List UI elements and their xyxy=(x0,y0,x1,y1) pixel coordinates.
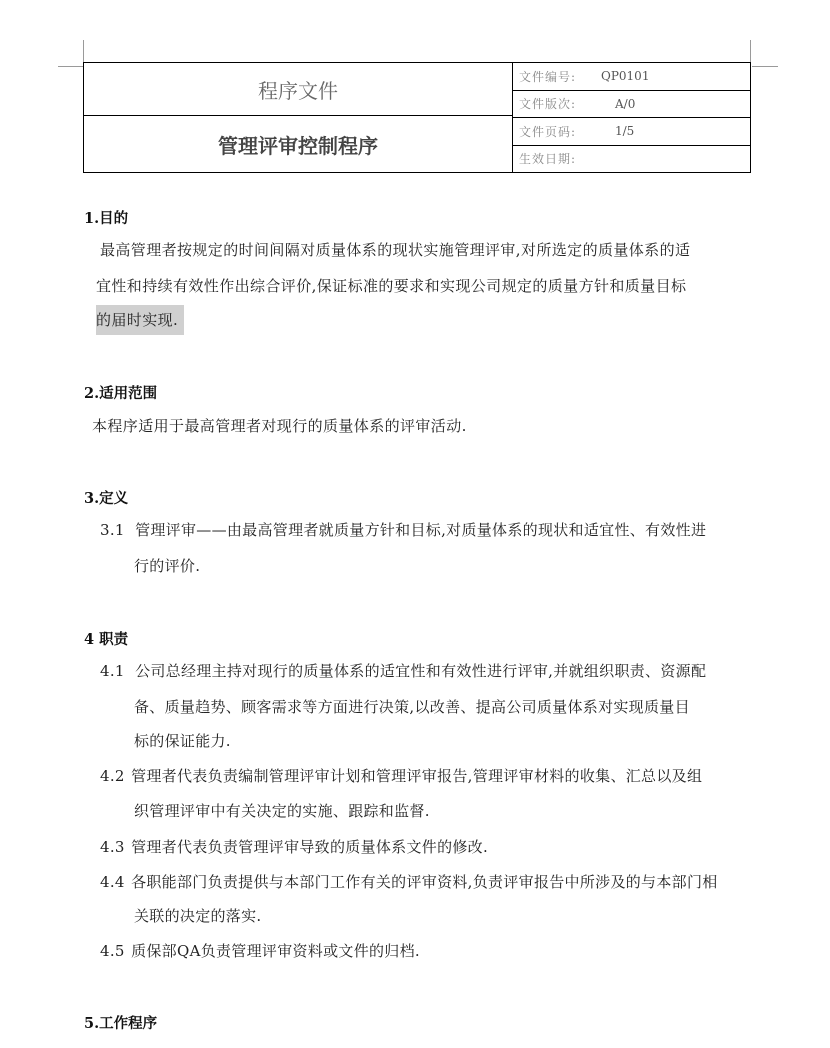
responsibility-item-4-4-line-2: 关联的决定的落实. xyxy=(134,907,262,925)
meta-label: 文件编号: xyxy=(519,69,577,84)
crop-mark-top-left-vertical xyxy=(83,40,84,64)
item-text: 管理者代表负责编制管理评审计划和管理评审报告,管理评审材料的收集、汇总以及组 xyxy=(131,767,703,785)
responsibility-item-4-1 xyxy=(100,653,752,689)
section-heading-scope: 2.适用范围 xyxy=(84,385,158,402)
responsibility-item-4-3 xyxy=(100,829,752,865)
responsibility-item-4-2 xyxy=(100,758,752,794)
scope-text: 本程序适用于最高管理者对现行的质量体系的评审活动. xyxy=(92,417,467,435)
item-text: 各职能部门负责提供与本部门工作有关的评审资料,负责评审报告中所涉及的与本部门相 xyxy=(131,873,718,891)
document-title: 管理评审控制程序 xyxy=(218,133,378,158)
item-text: 公司总经理主持对现行的质量体系的适宜性和有效性进行评审,并就组织职责、资源配 xyxy=(135,662,707,680)
document-type: 程序文件 xyxy=(84,63,512,116)
section-heading-purpose: 1.目的 xyxy=(84,210,129,227)
item-text: 质保部QA负责管理评审资料或文件的归档. xyxy=(131,942,420,960)
item-number: 3.1 xyxy=(100,521,125,539)
meta-value: QP0101 xyxy=(601,69,650,84)
responsibility-item-4-5 xyxy=(100,933,752,969)
item-text: 管理评审——由最高管理者就质量方针和目标,对质量体系的现状和适宜性、有效性进 xyxy=(135,521,707,539)
highlighted-text: 的届时实现. xyxy=(96,305,184,335)
purpose-line-3 xyxy=(96,302,184,338)
responsibility-item-4-4 xyxy=(100,864,752,900)
section-heading-responsibilities: 4 职责 xyxy=(84,631,129,648)
item-number: 4.5 xyxy=(100,942,125,960)
purpose-line-1: 最高管理者按规定的时间间隔对质量体系的现状实施管理评审,对所选定的质量体系的适 xyxy=(100,241,691,259)
header-meta-column xyxy=(513,63,750,172)
item-number: 4.3 xyxy=(100,838,125,856)
meta-row-effective-date xyxy=(513,146,750,173)
document-header-table xyxy=(83,62,751,173)
meta-row-doc-number xyxy=(513,63,750,91)
section-heading-procedure: 5.工作程序 xyxy=(84,1015,158,1032)
definition-item-3-1 xyxy=(100,512,752,548)
item-number: 4.2 xyxy=(100,767,125,785)
responsibility-item-4-1-line-2: 备、质量趋势、顾客需求等方面进行决策,以改善、提高公司质量体系对实现质量目 xyxy=(134,698,690,716)
purpose-line-2: 宜性和持续有效性作出综合评价,保证标准的要求和实现公司规定的质量方针和质量目标 xyxy=(96,277,687,295)
item-number: 4.4 xyxy=(100,873,125,891)
meta-label: 生效日期: xyxy=(519,152,577,167)
responsibility-item-4-2-line-2: 织管理评审中有关决定的实施、跟踪和监督. xyxy=(134,802,430,820)
item-text: 管理者代表负责管理评审导致的质量体系文件的修改. xyxy=(131,838,489,856)
crop-mark-top-right-vertical xyxy=(750,40,751,64)
meta-value: 1/5 xyxy=(615,124,635,139)
meta-label: 文件版次: xyxy=(519,97,577,112)
definition-item-3-1-continued: 行的评价. xyxy=(134,557,201,575)
responsibility-item-4-1-line-3: 标的保证能力. xyxy=(134,732,231,750)
header-left-column xyxy=(84,63,513,172)
meta-label: 文件页码: xyxy=(519,124,577,139)
crop-mark-top-left-horizontal xyxy=(58,66,84,67)
crop-mark-top-right-horizontal xyxy=(752,66,778,67)
meta-row-revision xyxy=(513,91,750,119)
meta-row-page xyxy=(513,118,750,146)
item-number: 4.1 xyxy=(100,662,125,680)
section-heading-definition: 3.定义 xyxy=(84,490,129,507)
meta-value: A/0 xyxy=(615,96,636,111)
